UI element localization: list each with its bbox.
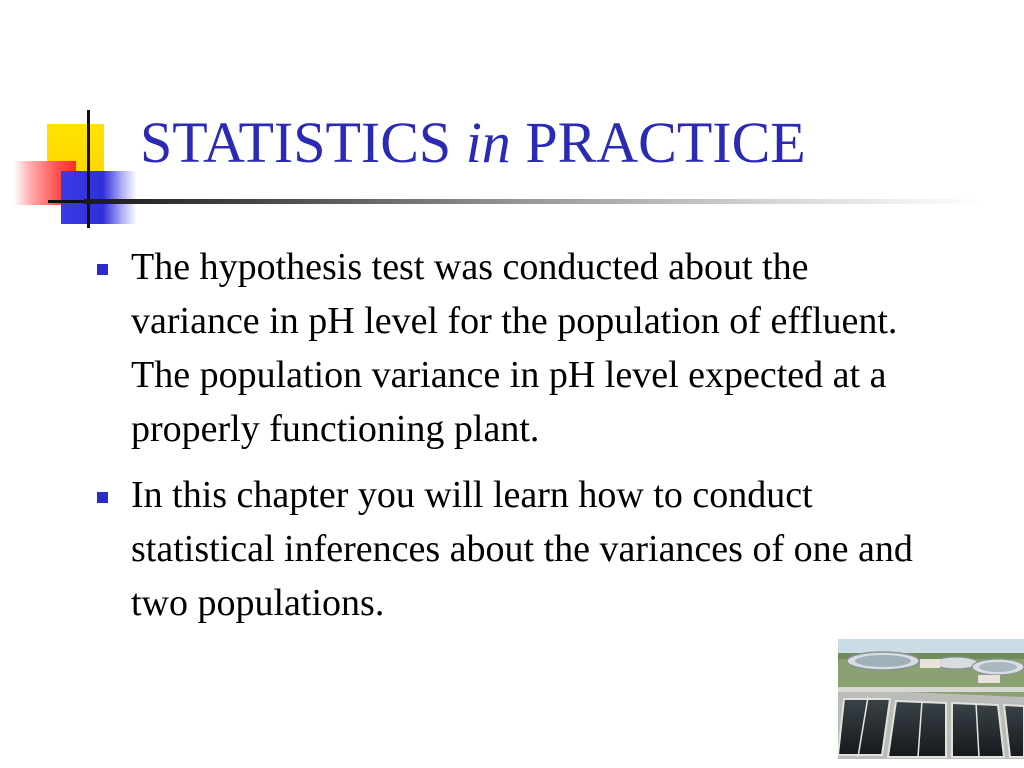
bullet-text: The hypothesis test was conducted about the variance in pH level for the population of effluent. The population variance in pH level expected at a properly functioning plant. xyxy=(131,246,898,450)
bullet-text: In this chapter you will learn how to conduct statistical inferences about the variances of one and two populations. xyxy=(131,474,913,624)
title-part-in: in xyxy=(465,110,511,175)
slide-logo xyxy=(0,0,150,240)
title-part-practice: PRACTICE xyxy=(525,110,806,175)
logo-horizontal-line xyxy=(48,200,84,203)
logo-blue-square xyxy=(61,171,137,224)
slide-title xyxy=(140,108,806,178)
bullet-item xyxy=(94,240,924,456)
title-part-statistics: STATISTICS xyxy=(140,110,452,175)
logo-vertical-line xyxy=(87,110,90,228)
treatment-plant-photo-icon xyxy=(838,639,1024,759)
bullet-square-icon xyxy=(97,492,108,503)
title-divider xyxy=(84,199,984,204)
bullet-list xyxy=(94,240,924,642)
bullet-square-icon xyxy=(97,264,108,275)
bullet-item xyxy=(94,468,924,630)
